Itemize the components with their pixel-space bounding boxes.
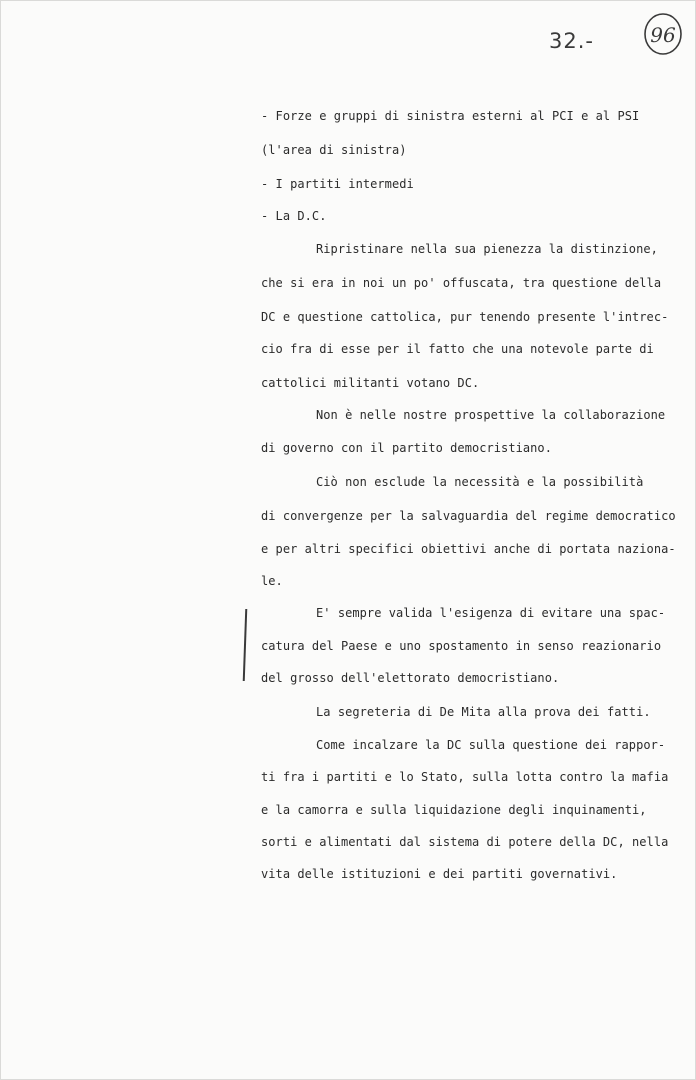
text-line: - I partiti intermedi <box>261 177 414 191</box>
page-number: 32.- <box>549 29 594 53</box>
text-line: (l'area di sinistra) <box>261 143 407 157</box>
stamp-circle-icon <box>643 11 685 57</box>
text-line: del grosso dell'elettorato democristiano. <box>261 671 560 685</box>
text-line: cio fra di esse per il fatto che una notevole parte di <box>261 342 654 356</box>
text-line: cattolici militanti votano DC. <box>261 376 480 390</box>
text-line: di governo con il partito democristiano. <box>261 441 552 455</box>
text-line: catura del Paese e uno spostamento in senso reazionario <box>261 639 662 653</box>
text-line: che si era in noi un po' offuscata, tra questione della <box>261 276 662 290</box>
text-line: vita delle istituzioni e dei partiti governativi. <box>261 867 618 881</box>
margin-mark <box>243 609 248 681</box>
text-line: sorti e alimentati dal sistema di potere della DC, nella <box>261 835 669 849</box>
text-line: DC e questione cattolica, pur tenendo presente l'intrec- <box>261 310 669 324</box>
text-line: e la camorra e sulla liquidazione degli inquinamenti, <box>261 803 647 817</box>
page-stamp <box>643 11 685 57</box>
text-line: Ripristinare nella sua pienezza la distinzione, <box>316 242 658 256</box>
text-line: - La D.C. <box>261 209 327 223</box>
text-line: - Forze e gruppi di sinistra esterni al PCI e al PSI <box>261 109 640 123</box>
text-line: di convergenze per la salvaguardia del regime democratico <box>261 509 676 523</box>
text-line: Ciò non esclude la necessità e la possibilità <box>316 475 644 489</box>
text-line: e per altri specifici obiettivi anche di portata naziona- <box>261 542 676 556</box>
text-line: La segreteria di De Mita alla prova dei fatti. <box>316 705 651 719</box>
text-line: E' sempre valida l'esigenza di evitare una spac- <box>316 606 666 620</box>
text-line: Non è nelle nostre prospettive la collaborazione <box>316 408 666 422</box>
text-line: le. <box>261 574 283 588</box>
text-line: ti fra i partiti e lo Stato, sulla lotta contro la mafia <box>261 770 669 784</box>
text-line: Come incalzare la DC sulla questione dei rappor- <box>316 738 666 752</box>
stamp-number: 96 <box>650 23 676 47</box>
